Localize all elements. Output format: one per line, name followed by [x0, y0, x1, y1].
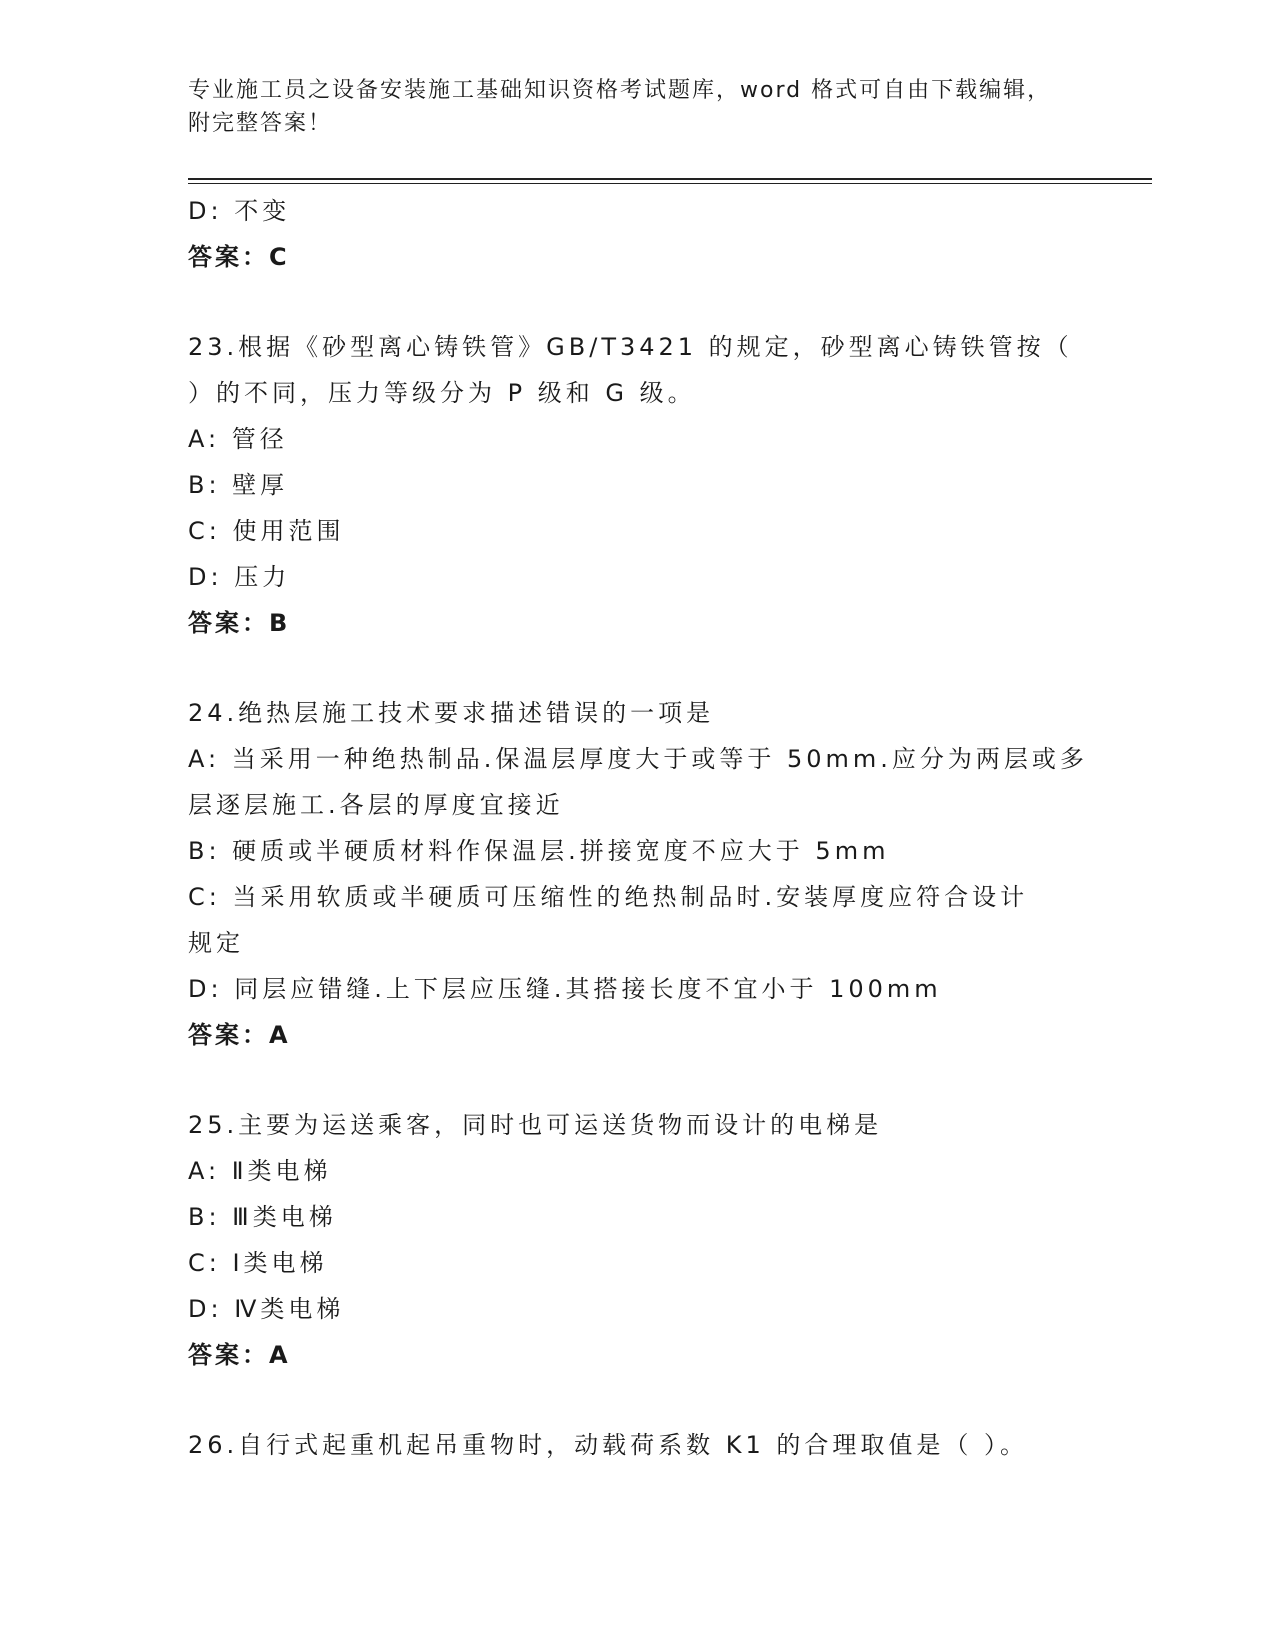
answer-label: 答案：A — [188, 1021, 291, 1049]
question-stem-cont: ）的不同，压力等级分为 P 级和 G 级。 — [188, 379, 696, 407]
option-c-cont: 规定 — [188, 929, 244, 957]
option-d: D: 同层应错缝.上下层应压缝.其搭接长度不宜小于 100mm — [188, 975, 942, 1003]
question-stem: 26.自行式起重机起吊重物时，动载荷系数 K1 的合理取值是（ ）。 — [188, 1431, 1029, 1459]
question-22-tail — [188, 188, 1108, 280]
option-c: C: Ⅰ类电梯 — [188, 1249, 328, 1277]
question-stem: 25.主要为运送乘客，同时也可运送货物而设计的电梯是 — [188, 1111, 883, 1139]
question-25 — [188, 1102, 1108, 1378]
answer-label: 答案：B — [188, 609, 291, 637]
header-divider-thick — [188, 178, 1152, 180]
answer-label: 答案：A — [188, 1341, 291, 1369]
header-line-2: 附完整答案！ — [188, 111, 333, 136]
option-b: B: 硬质或半硬质材料作保温层.拼接宽度不应大于 5mm — [188, 837, 890, 865]
option-a: A: Ⅱ类电梯 — [188, 1157, 332, 1185]
question-list — [188, 188, 1108, 1468]
option-d: D: 不变 — [188, 197, 291, 225]
question-stem: 23.根据《砂型离心铸铁管》GB/T3421 的规定，砂型离心铸铁管按（ — [188, 333, 1073, 361]
option-a-cont: 层逐层施工.各层的厚度宜接近 — [188, 791, 564, 819]
option-d: D: 压力 — [188, 563, 291, 591]
header-divider-thin — [188, 183, 1152, 184]
option-b: B: Ⅲ类电梯 — [188, 1203, 337, 1231]
option-a: A: 当采用一种绝热制品.保温层厚度大于或等于 50mm.应分为两层或多 — [188, 745, 1088, 773]
answer-label: 答案：C — [188, 243, 290, 271]
option-c: C: 使用范围 — [188, 517, 345, 545]
option-d: D: Ⅳ类电梯 — [188, 1295, 345, 1323]
option-a: A: 管径 — [188, 425, 288, 453]
document-header — [188, 74, 1108, 140]
question-24 — [188, 690, 1108, 1058]
header-line-1: 专业施工员之设备安装施工基础知识资格考试题库，word 格式可自由下载编辑， — [188, 78, 1052, 103]
question-23 — [188, 324, 1108, 646]
question-26 — [188, 1422, 1108, 1468]
question-stem: 24.绝热层施工技术要求描述错误的一项是 — [188, 699, 715, 727]
option-b: B: 壁厚 — [188, 471, 289, 499]
option-c: C: 当采用软质或半硬质可压缩性的绝热制品时.安装厚度应符合设计 — [188, 883, 1029, 911]
